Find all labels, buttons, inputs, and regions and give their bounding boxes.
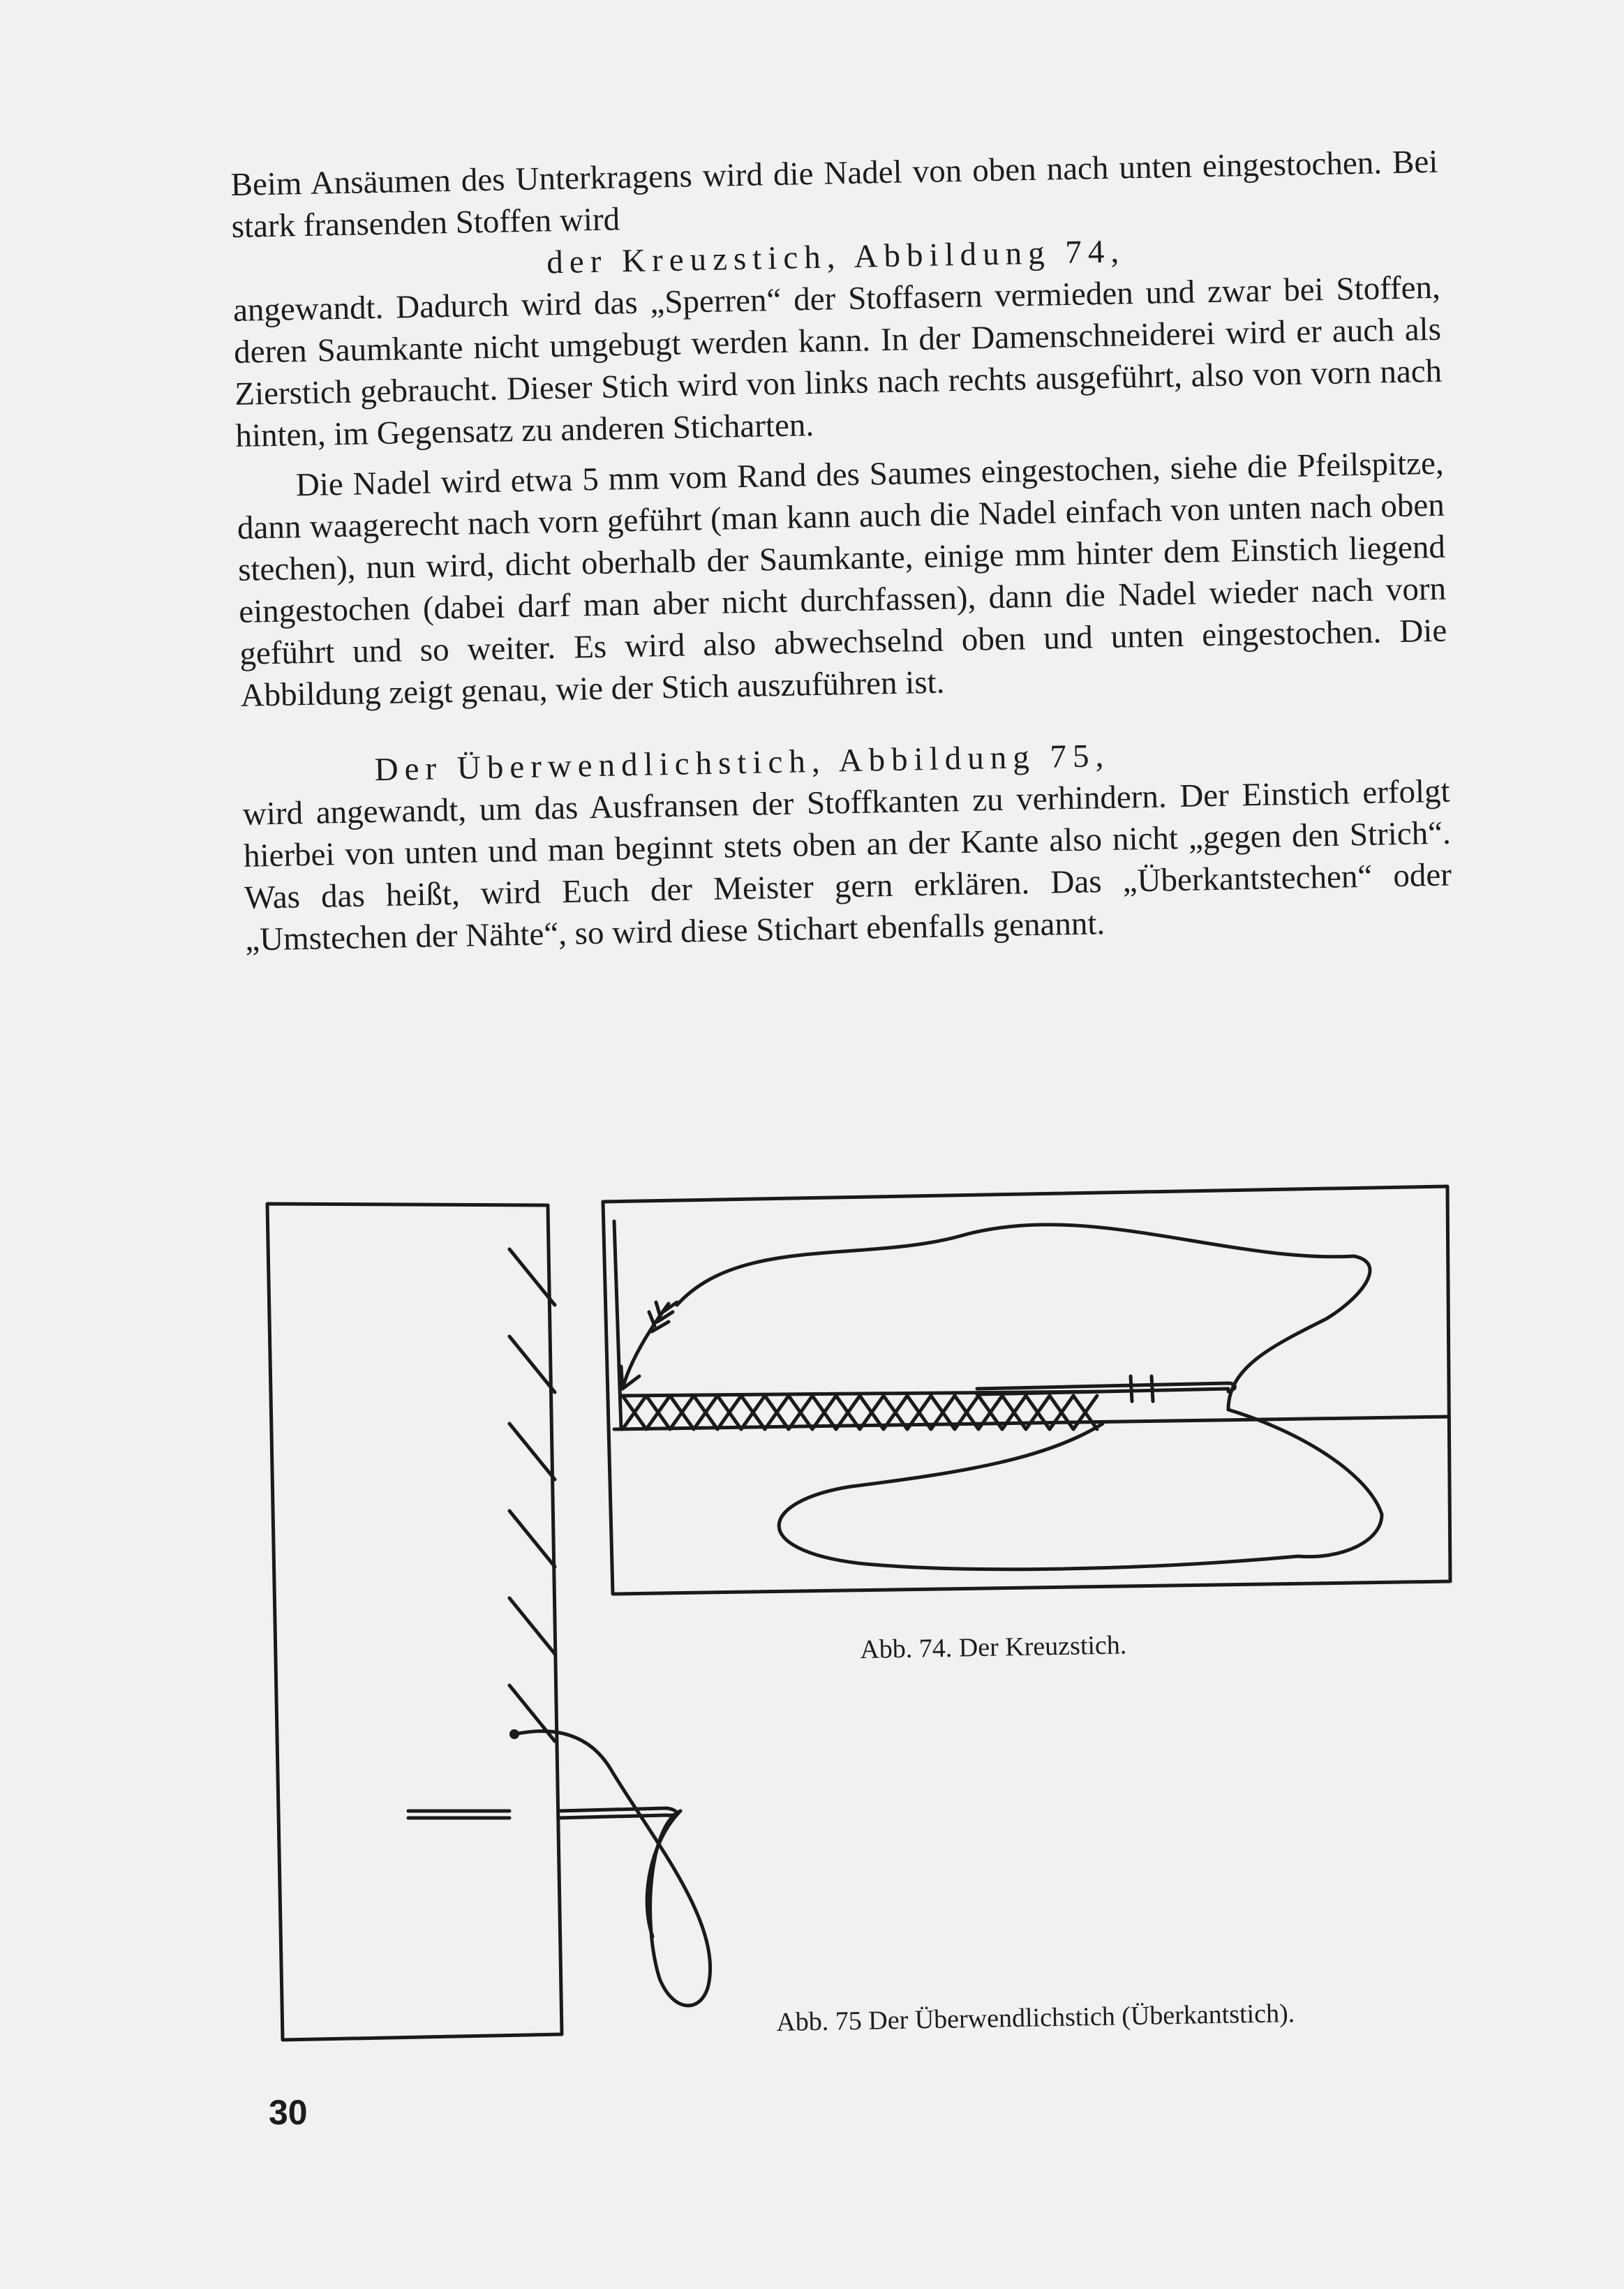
caption-figure-75: Abb. 75 Der Überwendlichstich (Überkantstich). [776, 1999, 1295, 2037]
figure-ueberwendlichstich [262, 1197, 736, 2048]
heading-ueberwendlichstich: Der Überwendlichstich, Abbildung 75, [374, 737, 1110, 789]
needle [977, 1376, 1235, 1401]
thread-loop [677, 1225, 1382, 1570]
needle-left [408, 1811, 509, 1818]
page-number: 30 [269, 2093, 308, 2132]
whip-stitches [509, 1249, 555, 1741]
whipping-thread [514, 1731, 710, 2006]
paragraph-intro: Beim Ansäumen des Unterkragens wird die Nadel von oben nach unten eingestochen. Bei stark fransenden Stoffen wird [230, 143, 1438, 245]
paragraph-ueberwendlichstich: wird angewandt, um das Ausfransen der Stoffkanten zu verhindern. Der Einstich erfolgt hierbei von unten und man beginnt stets oben an der Kante also nicht „gegen den Strich“. Was das heißt, wird Euch der Meister gern erklären. Das „Überkantstechen“ oder „Umstechen der Nähte“, so wird diese Stichart ebenfalls genannt. [242, 773, 1452, 958]
thread-knot [509, 1729, 519, 1739]
needle-right [558, 1808, 676, 1818]
paragraph-kreuzstich: angewandt. Dadurch wird das „Sperren“ der Stoffasern vermieden und zwar bei Stoffen, deren Saumkante nicht umgebugt werden kann. In der Damenschneiderei wird er auch als Zierstich gebraucht. Dieser Stich wird von links nach rechts ausgeführt, also von vorn nach hinten, im Gegensatz zu anderen Sticharten. [232, 269, 1443, 454]
caption-figure-74: Abb. 74. Der Kreuzstich. [860, 1630, 1127, 1664]
paragraph-nadel: Die Nadel wird etwa 5 mm vom Rand des Saumes eingestochen, siehe die Pfeilspitze, dann waagerecht nach vorn geführt (man kann auch die Nadel einfach von unten nach oben stechen), nun wird, dicht oberhalb der Saumkante, einige mm hinter dem Einstich liegend eingestochen (dabei darf man aber nicht durchfassen), dann die Nadel wieder nach vorn geführt und so weiter. Es wird also abwechselnd oben und unten eingestochen. Die Abbildung zeigt genau, wie der Stich auszuführen ist. [237, 445, 1447, 714]
heading-kreuzstich: der Kreuzstich, Abbildung 74, [546, 233, 1126, 281]
body-text [230, 141, 1453, 961]
figure-75-frame [267, 1204, 562, 2040]
